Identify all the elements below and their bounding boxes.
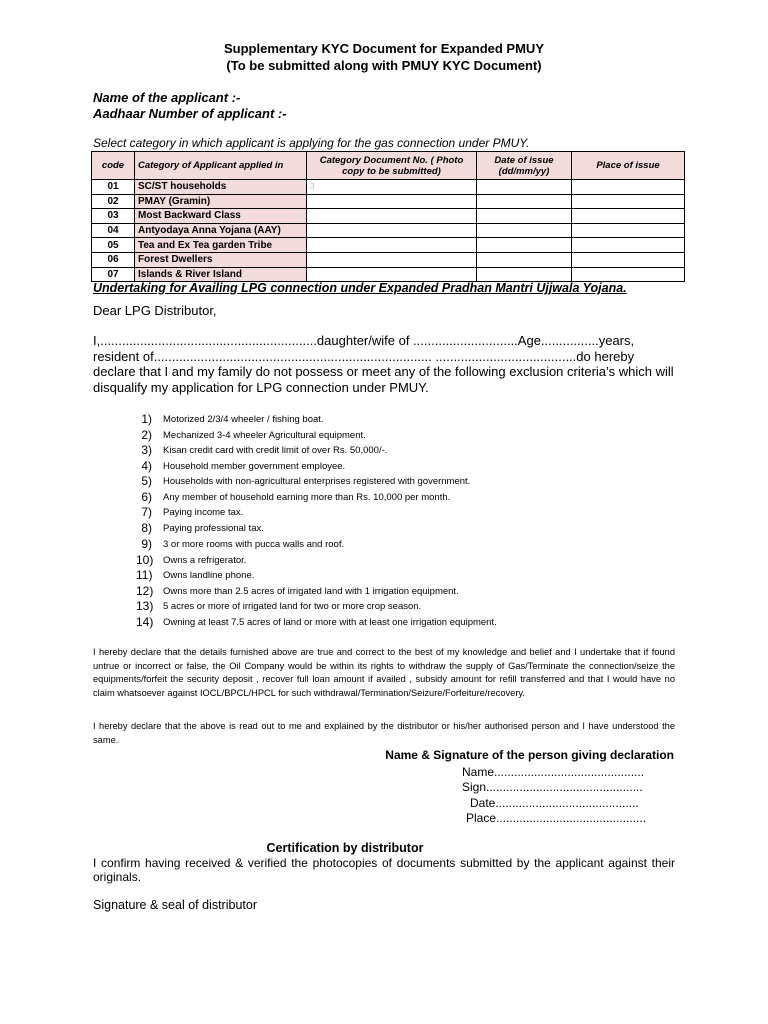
row-code: 04 (92, 223, 135, 238)
declaration-paragraph: I hereby declare that the details furnished above are true and correct to the best of my knowledge and belief and I undertake that if found untrue or incorrect or false, the Oil Company would be within its rights to withdraw the supply of Gas/Terminate the connection/seize the equipments/forfeit the security deposit , recover full loan amount if availed , subsidy amount for refill transferred and that I would have no claim whatsoever against IOCL/BPCL/HPCL for such withdrawal/Termination/Seizure/Forfeiture/recovery. (93, 647, 675, 698)
criterion-text: 3 or more rooms with pucca walls and roof. (163, 539, 345, 550)
table-row (92, 252, 685, 267)
undertaking-title: Undertaking for Availing LPG connection under Expanded Pradhan Mantri Ujjwala Yojana. (93, 281, 627, 295)
criterion-number: 3) (141, 443, 152, 457)
row-category: Antyodaya Anna Yojana (AAY) (135, 223, 307, 238)
document-subtitle: (To be submitted along with PMUY KYC Document) (226, 58, 542, 73)
signature-heading: Name & Signature of the person giving declaration (385, 748, 674, 762)
declaration-line: resident of............................................................................. .......................................do hereby (93, 348, 635, 364)
place-of-issue-cell[interactable] (572, 252, 685, 267)
date-of-issue-cell[interactable] (477, 252, 572, 267)
place-of-issue-cell[interactable] (572, 209, 685, 224)
date-of-issue-cell[interactable] (477, 180, 572, 195)
criterion-number: 5) (141, 474, 152, 488)
criterion-number: 10) (136, 553, 154, 567)
declaration-line: I,............................................................daughter/wife of .............................Age................years, (93, 333, 635, 348)
header-document-no: Category Document No. ( Photo copy to be submitted) (307, 152, 477, 180)
declaration-read-out-paragraph: I hereby declare that the above is read out to me and explained by the distributor or his/her authorised person and I have understood the same. (93, 721, 675, 745)
place-of-issue-cell[interactable] (572, 194, 685, 209)
criterion-number: 6) (141, 490, 152, 504)
declaration-line: declare that I and my family do not possess or meet any of the following exclusion criteria’s which will (93, 364, 674, 380)
criterion-number: 7) (141, 505, 152, 519)
criterion-number: 12) (136, 584, 154, 598)
row-category: Islands & River Island (135, 267, 307, 282)
header-place-of-issue: Place of issue (572, 152, 685, 180)
criterion-number: 8) (141, 521, 152, 535)
row-category: Forest Dwellers (135, 252, 307, 267)
applicant-name-label: Name of the applicant :- (93, 90, 241, 105)
row-category: Tea and Ex Tea garden Tribe (135, 238, 307, 253)
row-category: SC/ST households (135, 180, 307, 195)
aadhaar-number-label: Aadhaar Number of applicant :- (93, 106, 287, 121)
salutation: Dear LPG Distributor, (93, 303, 217, 318)
row-code: 06 (92, 252, 135, 267)
criterion-number: 4) (141, 459, 152, 473)
signature-date-field[interactable]: Date........................................... (470, 796, 639, 810)
criterion-number: 11) (136, 568, 153, 582)
header-date-of-issue: Date of issue (dd/mm/yy) (477, 152, 572, 180)
header-category: Category of Applicant applied in (135, 152, 307, 180)
criterion-text: Mechanized 3-4 wheeler Agricultural equipment. (163, 430, 366, 441)
criterion-text: Motorized 2/3/4 wheeler / fishing boat. (163, 414, 324, 425)
criterion-text: Owning at least 7.5 acres of land or more with at least one irrigation equipment. (163, 617, 497, 628)
table-row (92, 223, 685, 238)
date-of-issue-cell[interactable] (477, 223, 572, 238)
date-of-issue-cell[interactable] (477, 238, 572, 253)
category-prompt: Select category in which applicant is applying for the gas connection under PMUY. (93, 136, 530, 150)
criterion-text: Household member government employee. (163, 461, 346, 472)
date-of-issue-cell[interactable] (477, 209, 572, 224)
place-of-issue-cell[interactable] (572, 223, 685, 238)
declaration-block (93, 333, 675, 395)
certification-text: I confirm having received & verified the photocopies of documents submitted by the applicant against their originals. (93, 856, 675, 884)
row-code: 03 (92, 209, 135, 224)
row-code: 01 (92, 180, 135, 195)
criterion-text: Paying professional tax. (163, 523, 264, 534)
document-number-cell[interactable]: 3 (307, 180, 477, 195)
row-code: 07 (92, 267, 135, 282)
category-table (91, 151, 685, 282)
declaration-line: disqualify my application for LPG connection under PMUY. (93, 379, 429, 395)
header-code: code (92, 152, 135, 180)
criterion-text: Kisan credit card with credit limit of over Rs. 50,000/-. (163, 445, 388, 456)
document-title: Supplementary KYC Document for Expanded PMUY (224, 41, 544, 56)
criterion-text: Owns more than 2.5 acres of irrigated land with 1 irrigation equipment. (163, 586, 459, 597)
distributor-signature-label: Signature & seal of distributor (93, 898, 257, 912)
signature-sign-field[interactable]: Sign............................................... (462, 780, 643, 794)
row-category: PMAY (Gramin) (135, 194, 307, 209)
criterion-number: 9) (141, 537, 152, 551)
row-code: 02 (92, 194, 135, 209)
document-number-cell[interactable] (307, 209, 477, 224)
table-row (92, 209, 685, 224)
document-number-cell[interactable] (307, 267, 477, 282)
criterion-number: 1) (141, 412, 152, 426)
table-row (92, 267, 685, 282)
criterion-text: 5 acres or more of irrigated land for two or more crop season. (163, 601, 422, 612)
criterion-number: 14) (136, 615, 154, 629)
document-number-cell[interactable] (307, 194, 477, 209)
table-row (92, 194, 685, 209)
place-of-issue-cell[interactable] (572, 267, 685, 282)
date-of-issue-cell[interactable] (477, 267, 572, 282)
document-number-cell[interactable] (307, 238, 477, 253)
criterion-text: Owns landline phone. (163, 570, 255, 581)
certification-heading: Certification by distributor (266, 841, 424, 855)
table-row (92, 180, 685, 195)
place-of-issue-cell[interactable] (572, 180, 685, 195)
criterion-text: Paying income tax. (163, 507, 244, 518)
criterion-text: Households with non-agricultural enterprises registered with government. (163, 476, 471, 487)
place-of-issue-cell[interactable] (572, 238, 685, 253)
criterion-text: Any member of household earning more than Rs. 10,000 per month. (163, 492, 451, 503)
criterion-number: 13) (136, 599, 154, 613)
row-code: 05 (92, 238, 135, 253)
document-number-cell[interactable] (307, 252, 477, 267)
row-category: Most Backward Class (135, 209, 307, 224)
criterion-text: Owns a refrigerator. (163, 555, 247, 566)
signature-name-field[interactable]: Name............................................. (462, 765, 645, 779)
table-row (92, 238, 685, 253)
document-number-cell[interactable] (307, 223, 477, 238)
date-of-issue-cell[interactable] (477, 194, 572, 209)
signature-place-field[interactable]: Place............................................. (466, 811, 647, 825)
criterion-number: 2) (141, 428, 152, 442)
